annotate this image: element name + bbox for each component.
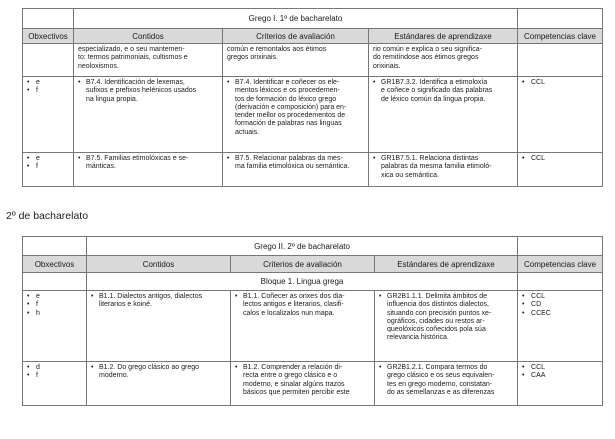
text-line: formación de palabras nas linguas: [235, 120, 342, 128]
competence-item: • CCEC: [522, 310, 598, 318]
text-line: • B1.2. Do grego clásico ao grego: [99, 364, 200, 371]
header-criterios: Criterios de avaliación: [231, 256, 375, 273]
header-criterios: Criterios de avaliación: [223, 29, 369, 44]
competencias-cell: [518, 153, 603, 187]
table-title: Grego II. 2º de bacharelato: [87, 237, 518, 256]
text-line: ográficos, cidades ou restos ar-: [387, 317, 485, 325]
blank-block-cell: [518, 273, 603, 291]
text-line: actuais.: [235, 128, 260, 136]
text-line: • GR2B1.1.1. Delimita ámbitos de: [387, 293, 487, 300]
criterios-cell: [231, 291, 375, 362]
header-row: [23, 256, 603, 273]
competencias-cell: [518, 77, 603, 153]
text-line: tes en grego moderno, constatan-: [387, 380, 493, 388]
text-line: básicos que permiten percibir este: [243, 388, 350, 396]
estandares-cell: [375, 362, 518, 406]
text-line: • B1.1. Dialectos antigos, dialectos: [99, 293, 203, 300]
objective-item: • e: [27, 155, 69, 163]
estandares-cell: [369, 77, 518, 153]
blank-header-cell: [518, 9, 603, 29]
obxectivos-cell: [23, 362, 87, 406]
header-estandares: Estándares de aprendizaxe: [369, 29, 518, 44]
text-line: especializado, e o seu mantemen-: [78, 46, 185, 53]
text-line: moderno, e sinalar algúns trazos: [243, 380, 345, 388]
header-estandares: Estándares de aprendizaxe: [375, 256, 518, 273]
text-line: literarios e koiné.: [99, 301, 152, 309]
estandares-cell: [369, 44, 518, 77]
text-line: • B7.5. Familias etimolóxicas e se-: [86, 155, 189, 162]
objective-item: • f: [27, 87, 69, 95]
blank-header-cell: [23, 237, 87, 256]
obxectivos-cell: [23, 77, 74, 153]
text-line: • B7.4. Identificación de lexemas,: [86, 79, 185, 86]
text-line: • GR2B1.2.1. Compara termos do: [387, 364, 488, 371]
header-competencias: Competencias clave: [518, 29, 603, 44]
text-line: sufixos e prefixos helénicos usados: [86, 87, 197, 95]
table-row: [23, 362, 603, 406]
text-line: palabras da mesma familia etimoló-: [381, 163, 492, 171]
contidos-cell: [74, 153, 223, 187]
competencias-cell: [518, 44, 603, 77]
text-line: • B1.2. Comprender a relación di-: [243, 364, 343, 371]
text-line: común e remontalos aos étimos: [227, 46, 327, 53]
text-line: • B7.4. Identificar e coñecer os ele-: [235, 79, 340, 86]
text-line: de léxico común da lingua propia.: [381, 95, 486, 103]
text-line: tender mellor os procedementos de: [235, 112, 346, 120]
text-line: • GR1B7.5.1. Relaciona distintas: [381, 155, 479, 162]
competence-item: • CCL: [522, 293, 598, 301]
objective-item: • h: [27, 310, 82, 318]
text-line: situando con precisión puntos xe-: [387, 309, 492, 317]
contidos-cell: [87, 362, 231, 406]
header-competencias: Competencias clave: [518, 256, 603, 273]
objective-item: • d: [27, 364, 82, 372]
block-row: [23, 273, 603, 291]
text-line: lectos antigos e literarios, clasifi-: [243, 301, 344, 309]
header-obxectivos: Obxectivos: [23, 256, 87, 273]
table-title: Grego I. 1º de bacharelato: [74, 9, 518, 29]
competencias-cell: [518, 291, 603, 362]
table-row: [23, 77, 603, 153]
header-obxectivos: Obxectivos: [23, 29, 74, 44]
text-line: rio común e explica o seu significa-: [373, 46, 482, 53]
objective-item: • e: [27, 293, 82, 301]
text-line: mentos léxicos e os procedemen-: [235, 87, 340, 95]
obxectivos-cell: [23, 44, 74, 77]
competence-item: • CCL: [522, 79, 598, 87]
text-line: • B1.1. Coñecer as orixes dos dia-: [243, 293, 345, 300]
text-line: orixinais.: [373, 62, 401, 70]
criterios-cell: [223, 77, 369, 153]
text-line: do as semellanzas e as diferenzas: [387, 388, 495, 396]
text-line: neoloxismos.: [78, 62, 119, 70]
text-line: recta entre o grego clásico e o: [243, 372, 338, 380]
text-line: do remitíndose aos étimos gregos: [373, 54, 479, 62]
text-line: xica ou semántica.: [381, 171, 439, 179]
obxectivos-cell: [23, 291, 87, 362]
text-line: (derivación e composición) para en-: [235, 103, 347, 111]
header-contidos: Contidos: [87, 256, 231, 273]
estandares-cell: [375, 291, 518, 362]
grego-ii-table: [22, 236, 603, 406]
text-line: relevancia histórica.: [387, 334, 449, 342]
text-line: • GR1B7.3.2. Identifica a etimoloxía: [381, 79, 488, 86]
blank-header-cell: [23, 9, 74, 29]
criterios-cell: [223, 153, 369, 187]
text-line: tos de formación do léxico grego: [235, 95, 337, 103]
table-row: [23, 291, 603, 362]
criterios-cell: [231, 362, 375, 406]
table-row: [23, 153, 603, 187]
table-row: [23, 44, 603, 77]
text-line: moderno.: [99, 372, 129, 380]
competence-item: • CAA: [522, 372, 598, 380]
blank-block-cell: [23, 273, 87, 291]
text-line: e coñece o significado das palabras: [381, 87, 493, 95]
text-line: calos e localizalos nun mapa.: [243, 309, 335, 317]
text-line: • B7.5. Relacionar palabras da mes-: [235, 155, 343, 162]
text-line: queolóxicos coñecidos pola súa: [387, 326, 486, 334]
objective-item: • f: [27, 301, 82, 309]
text-line: mánticas.: [86, 163, 116, 171]
blank-header-cell: [518, 237, 603, 256]
block-title: Bloque 1. Lingua grega: [87, 273, 518, 291]
grego-i-table: [22, 8, 603, 187]
objective-item: • f: [27, 163, 69, 171]
objective-item: • e: [27, 79, 69, 87]
competencias-cell: [518, 362, 603, 406]
text-line: to: termos patrimoniais, cultismos e: [78, 54, 188, 62]
competence-item: • CD: [522, 301, 598, 309]
criterios-cell: [223, 44, 369, 77]
text-line: ma familia etimolóxica ou semántica.: [235, 163, 350, 171]
text-line: grego clásico e os seus equivalen-: [387, 372, 495, 380]
contidos-cell: [74, 44, 223, 77]
competence-item: • CCL: [522, 364, 598, 372]
header-contidos: Contidos: [74, 29, 223, 44]
competence-item: • CCL: [522, 155, 598, 163]
text-line: influencia dos distintos dialectos,: [387, 301, 489, 309]
objective-item: • f: [27, 372, 82, 380]
header-row: [23, 29, 603, 44]
contidos-cell: [74, 77, 223, 153]
estandares-cell: [369, 153, 518, 187]
obxectivos-cell: [23, 153, 74, 187]
section-heading: 2º de bacharelato: [6, 210, 89, 222]
text-line: gregos orixinais.: [227, 54, 278, 62]
text-line: na lingua propia.: [86, 95, 138, 103]
contidos-cell: [87, 291, 231, 362]
